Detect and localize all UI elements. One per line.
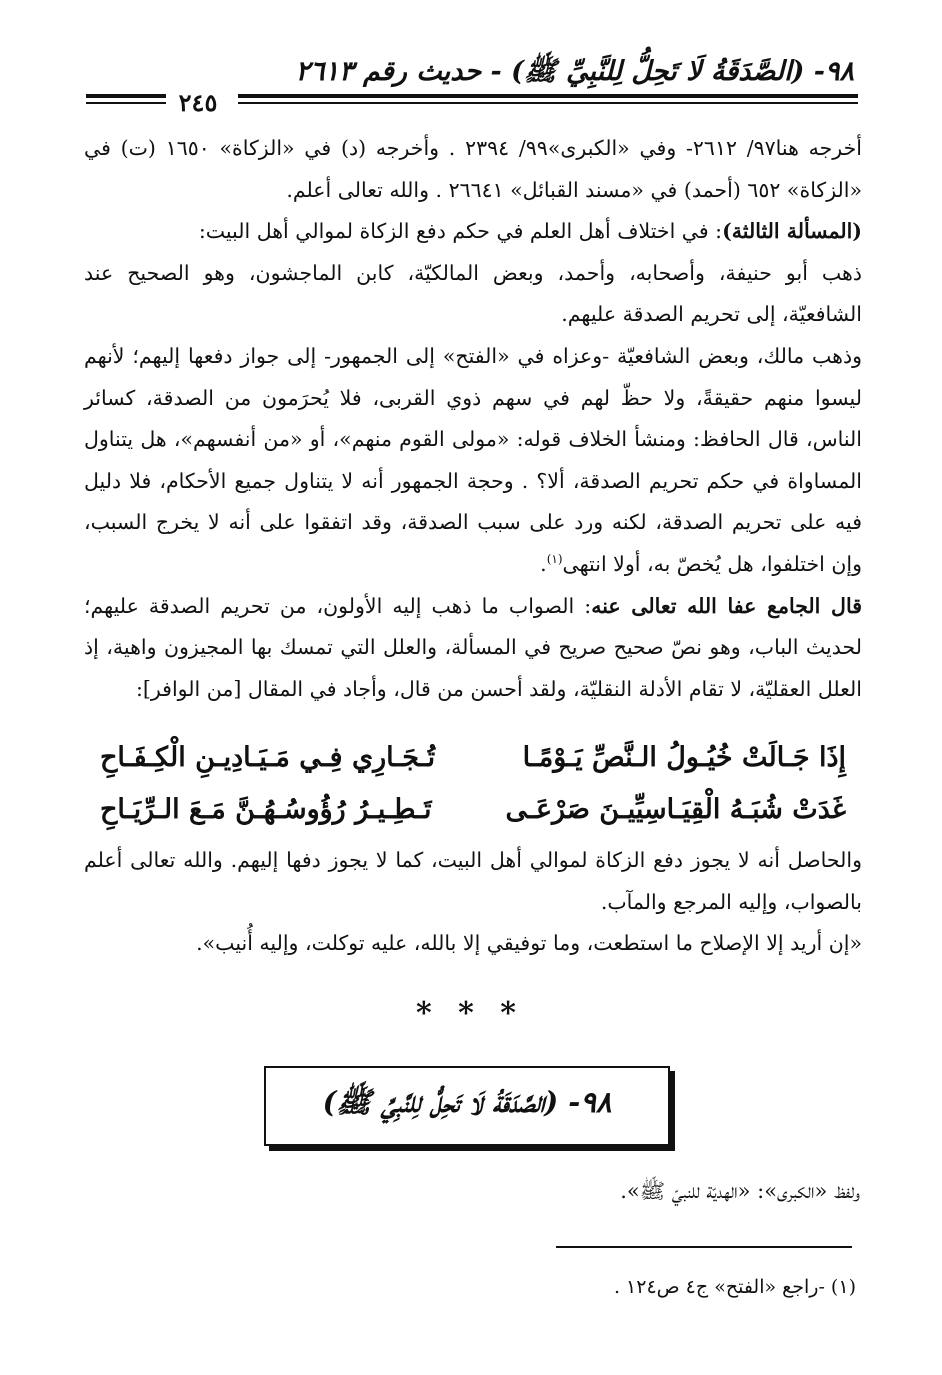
chapter-heading-box <box>264 1066 670 1146</box>
paragraph-text: وذهب مالك، وبعض الشافعيّة -وعزاه في «الفتح» إلى الجمهور- إلى جواز دفعها إليهم؛ لأنهم ليسوا منهم حقيقةً، ولا حظّ لهم في سهم ذوي القربى، فلا يُحرَمون من الصدقة، كسائر الناس، قال الحافظ: ومنشأ الخلاف قوله: «مولى القوم منهم»، أو «من أنفسهم»، هل يتناول المساواة في حكم تحريم الصدقة، ألا؟ . وحجة الجمهور أنه لا يتناول جميع الأحكام، فلا دليل فيه على تحريم الصدقة، لكنه ورد على سبب الصدقة، وقد اتفقوا على أنه لا يخرج السبب، وإن اختلفوا، هل يُخصّ به، أولا انتهى <box>84 343 862 576</box>
paragraph-tail: . <box>540 551 547 576</box>
footnote-divider <box>556 1246 852 1248</box>
verse-second-hemistich: تُـجَـارِي فِـي مَـيَـادِيـنِ الْكِـفَـاحِ <box>100 742 436 773</box>
paragraph-text: : الصواب ما ذهب إليه الأولون، من تحريم الصدقة عليهم؛ لحديث الباب، وهو نصّ صحيح صريح في المسألة، والعلل التي تمسك بها المجيزون واهية، إذ العلل العقليّة، لا تقام الأدلة النقليّة، ولقد أحسن من قال، وأجاد في المقال [من الوافر]: <box>84 593 862 701</box>
section-lead: قال الجامع عفا الله تعالى عنه <box>591 593 862 618</box>
verse-first-hemistich: غَدَتْ شُبَـهُ الْقِيَـاسِيِّيـنَ صَرْعَـى <box>505 794 846 825</box>
header-rule-right-thin <box>238 102 858 104</box>
verse-first-hemistich: إِذَا جَـالَتْ خُيُـولُ الـنَّصِّ يَـوْمًـا <box>522 742 846 773</box>
footnote-reference[interactable]: (١) <box>546 552 563 567</box>
footnote: (١) -راجع «الفتح» ج٤ ص١٢٤ . <box>613 1276 856 1298</box>
running-header-title: ٩٨- (الصَّدَقَةُ لَا تَحِلُّ لِلنَّبِيِّ ﷺ) - حديث رقم ٢٦١٣ <box>295 56 854 87</box>
paragraph-author-comment <box>84 586 862 711</box>
paragraph-masala-heading <box>84 211 862 253</box>
variant-wording-line: ولفظ «الكبرى»: «الهديّة للنبيّ ﷺ». <box>620 1179 860 1203</box>
paragraph-conclusion <box>84 840 862 923</box>
paragraph-text: «إن أريد إلا الإصلاح ما استطعت، وما توفيقي إلا بالله، عليه توكلت، وإليه أُنيب». <box>196 931 862 956</box>
paragraph-first-view <box>84 253 862 336</box>
paragraph-takhrij <box>84 128 862 211</box>
header-rule-left-thin <box>86 102 166 104</box>
header-rule-left-thick <box>86 94 166 98</box>
paragraph-text: : في اختلاف أهل العلم في حكم دفع الزكاة لموالي أهل البيت: <box>198 219 723 244</box>
section-lead: (المسألة الثالثة) <box>722 219 862 244</box>
paragraph-second-view <box>84 336 862 586</box>
chapter-heading: ٩٨- (الصَّدَقَةُ لَا تَحِلُّ لِلنَّبِيِّ ﷺ) <box>322 1085 612 1119</box>
page-number: ٢٤٥ <box>178 88 218 117</box>
paragraph-text: والحاصل أنه لا يجوز دفع الزكاة لموالي أهل البيت، كما لا يجوز دفها إليهم. والله تعالى أعلم بالصواب، وإليه المرجع والمآب. <box>84 848 862 914</box>
paragraph-text: ذهب أبو حنيفة، وأصحابه، وأحمد، وبعض المالكيّة، كابن الماجشون، وهو الصحيح عند الشافعيّة، إلى تحريم الصدقة عليهم. <box>84 260 862 327</box>
paragraph-text: أخرجه هنا٩٧/ ٢٦١٢- وفي «الكبرى»٩٩/ ٢٣٩٤ . وأخرجه (د) في «الزكاة» ١٦٥٠ (ت) في «الزكاة» ٦٥٢ (أحمد) في «مسند القبائل» ٢٦٦٤١ . والله تعالى أعلم. <box>84 136 862 202</box>
header-rule-right-thick <box>238 94 858 98</box>
main-text <box>84 128 862 710</box>
paragraph-closing-quote <box>84 923 862 965</box>
section-separator: * * * <box>416 996 524 1031</box>
verse-second-hemistich: تَـطِـيـرُ رُؤُوسُـهُـنَّ مَـعَ الـرِّيَـاحِ <box>100 794 432 825</box>
conclusion-text <box>84 840 862 965</box>
